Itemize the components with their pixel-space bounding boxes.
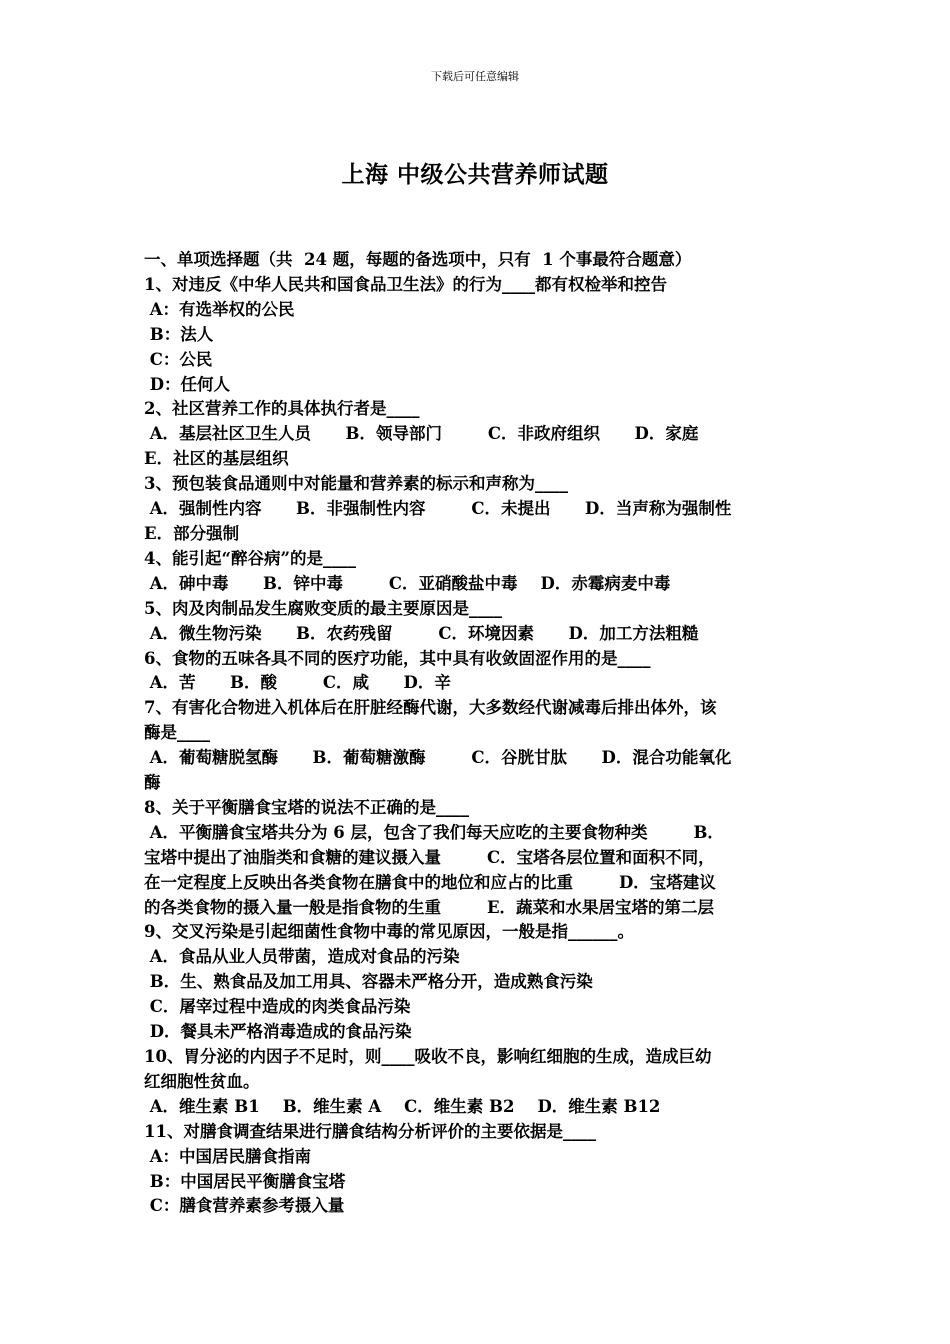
text-line: 8、关于平衡膳食宝塔的说法不正确的是____: [144, 797, 469, 817]
question-content: [144, 248, 812, 1219]
text-line: B：中国居民平衡膳食宝塔: [144, 1171, 346, 1191]
text-line: 一、单项选择题（共 24 题，每题的备选项中，只有 1 个事最符合题意）: [144, 250, 692, 269]
text-line: A．平衡膳食宝塔共分为 6 层，包含了我们每天应吃的主要食物种类 B．: [144, 822, 724, 842]
text-line: 5、肉及肉制品发生腐败变质的最主要原因是____: [144, 598, 502, 618]
text-line: B．生、熟食品及加工用具、容器未严格分开，造成熟食污染: [144, 972, 593, 992]
header-note: 下载后可任意编辑: [431, 70, 519, 83]
text-line: 酶: [144, 773, 161, 793]
text-line: A．葡萄糖脱氢酶 B．葡萄糖激酶 C．谷胱甘肽 D．混合功能氧化: [144, 748, 732, 768]
text-line: A．苦 B．酸 C．咸 D．辛: [144, 673, 451, 693]
text-line: 酶是____: [144, 723, 210, 743]
text-line: 1、对违反《中华人民共和国食品卫生法》的行为____都有权检举和控告: [144, 274, 667, 294]
text-line: 7、有害化合物进入机体后在肝脏经酶代谢，大多数经代谢减毒后排出体外，该: [144, 698, 717, 718]
text-line: 9、交叉污染是引起细菌性食物中毒的常见原因，一般是指______。: [144, 922, 634, 942]
document-title: 上海 中级公共营养师试题: [341, 161, 609, 188]
text-line: C：公民: [144, 349, 213, 369]
text-line: A：中国居民膳食指南: [144, 1146, 312, 1166]
text-line: A．基层社区卫生人员 B．领导部门 C．非政府组织 D．家庭: [144, 424, 699, 444]
text-line: 2、社区营养工作的具体执行者是____: [144, 399, 420, 419]
text-line: 10、胃分泌的内因子不足时，则____吸收不良，影响红细胞的生成，造成巨幼: [144, 1047, 712, 1066]
text-line: A．强制性内容 B．非强制性内容 C．未提出 D．当声称为强制性: [144, 499, 732, 519]
text-line: D：任何人: [144, 374, 231, 394]
text-line: 6、食物的五味各具不同的医疗功能，其中具有收敛固涩作用的是____: [144, 648, 651, 668]
text-line: 4、能引起“醉谷病”的是____: [144, 548, 356, 568]
text-line: A．维生素 B1 B．维生素 A C．维生素 B2 D．维生素 B12: [144, 1096, 661, 1116]
text-line: 红细胞性贫血。: [144, 1071, 260, 1091]
text-line: B：法人: [144, 324, 214, 344]
text-line: D．餐具未严格消毒造成的食品污染: [144, 1022, 412, 1042]
text-line: E．部分强制: [144, 523, 240, 543]
text-line: A．砷中毒 B．锌中毒 C．亚硝酸盐中毒 D．赤霉病麦中毒: [144, 573, 671, 593]
text-line: 的各类食物的摄入量一般是指食物的生重 E．蔬菜和水果居宝塔的第二层: [144, 897, 715, 917]
text-line: 3、预包装食品通则中对能量和营养素的标示和声称为____: [144, 474, 568, 494]
text-line: E．社区的基层组织: [144, 449, 289, 469]
text-line: C：膳食营养素参考摄入量: [144, 1196, 345, 1216]
text-line: A．微生物污染 B．农药残留 C．环境因素 D．加工方法粗糙: [144, 623, 699, 643]
text-line: 在一定程度上反映出各类食物在膳食中的地位和应占的比重 D．宝塔建议: [144, 872, 716, 892]
text-line: A：有选举权的公民: [144, 299, 295, 319]
text-line: 宝塔中提出了油脂类和食糖的建议摄入量 C．宝塔各层位置和面积不同，: [144, 847, 715, 867]
text-line: C．屠宰过程中造成的肉类食品污染: [144, 997, 411, 1017]
text-line: A．食品从业人员带菌，造成对食品的污染: [144, 947, 460, 967]
text-line: 11、对膳食调查结果进行膳食结构分析评价的主要依据是____: [144, 1121, 596, 1141]
